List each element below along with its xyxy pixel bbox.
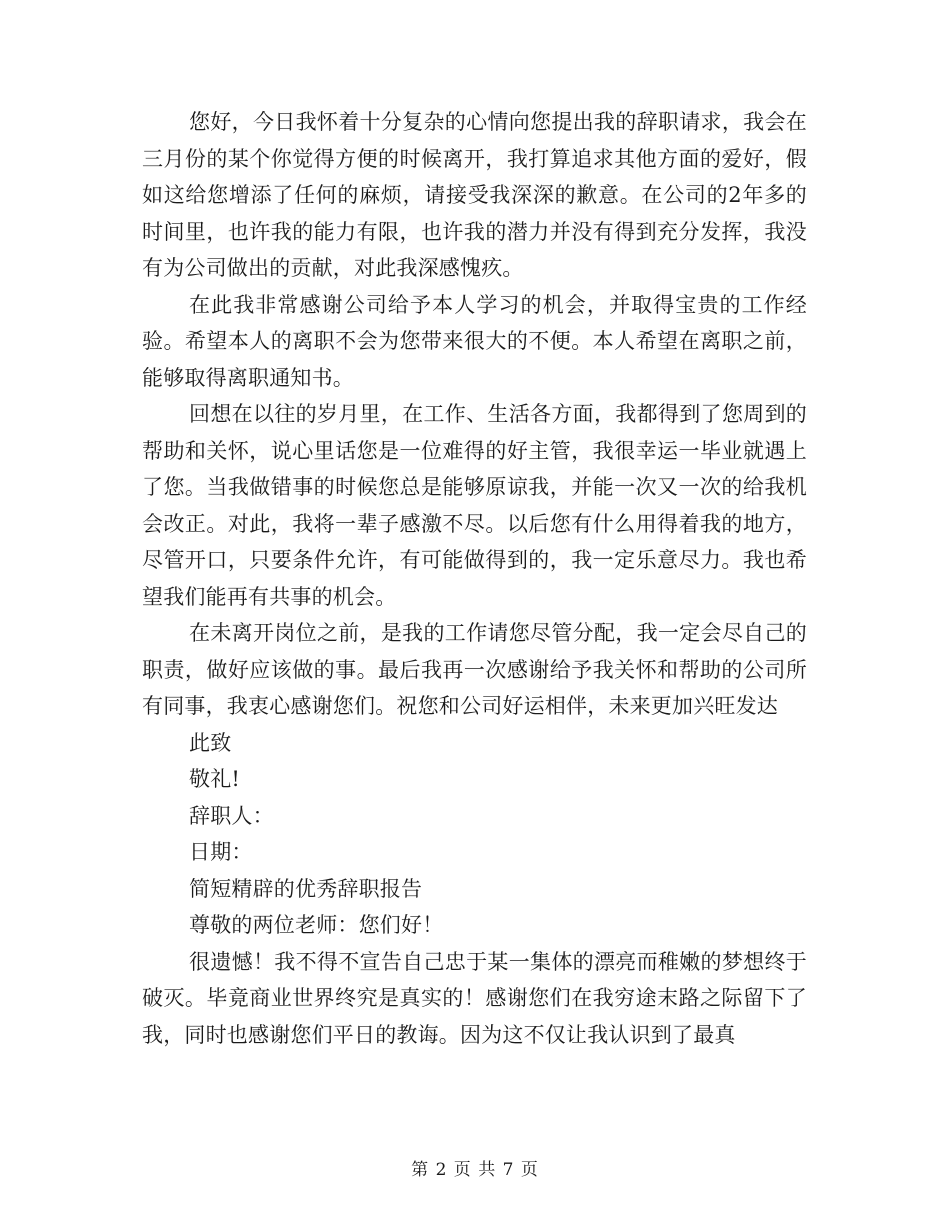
paragraph-3: 回想在以往的岁月里，在工作、生活各方面，我都得到了您周到的帮助和关怀，说心里话您是一位难得的好主管，我很幸运一毕业就遇上了您。当我做错事的时候您总是能够原谅我，并能一次又一次的给我机会改正。对此，我将一辈子感激不尽。以后您有什么用得着我的地方，尽管开口，只要条件允许，有可能做得到的，我一定乐意尽力。我也希望我们能再有共事的机会。 <box>142 402 807 609</box>
resigner-label: 辞职人： <box>189 803 274 828</box>
second-letter-title: 简短精辟的优秀辞职报告 <box>189 876 423 901</box>
second-letter-greeting: 尊敬的两位老师：您们好！ <box>189 913 444 937</box>
paragraph-4: 在未离开岗位之前，是我的工作请您尽管分配，我一定会尽自己的职责，做好应该做的事。最后我再一次感谢给予我关怀和帮助的公司所有同事，我衷心感谢您们。祝您和公司好运相伴，未来更加兴旺发达 <box>142 621 807 718</box>
date-label: 日期： <box>189 840 253 864</box>
document-body <box>142 104 807 1053</box>
paragraph-1: 您好，今日我怀着十分复杂的心情向您提出我的辞职请求，我会在三月份的某个你觉得方便的时候离开，我打算追求其他方面的爱好，假如这给您增添了任何的麻烦，请接受我深深的歉意。在公司的2年多的时间里，也许我的能力有限，也许我的潜力并没有得到充分发挥，我没有为公司做出的贡献，对此我深感愧疚。 <box>142 110 807 280</box>
closing-salutation: 此致 <box>189 730 232 755</box>
closing-regards: 敬礼! <box>189 767 241 791</box>
page-number-footer: 第 2 页 共 7 页 <box>411 1160 539 1180</box>
paragraph-2: 在此我非常感谢公司给予本人学习的机会，并取得宝贵的工作经验。希望本人的离职不会为您带来很大的不便。本人希望在离职之前，能够取得离职通知书。 <box>142 292 807 390</box>
second-letter-body: 很遗憾！我不得不宣告自己忠于某一集体的漂亮而稚嫩的梦想终于破灭。毕竟商业世界终究是真实的！感谢您们在我穷途末路之际留下了我，同时也感谢您们平日的教诲。因为这不仅让我认识到了最真 <box>142 949 807 1047</box>
